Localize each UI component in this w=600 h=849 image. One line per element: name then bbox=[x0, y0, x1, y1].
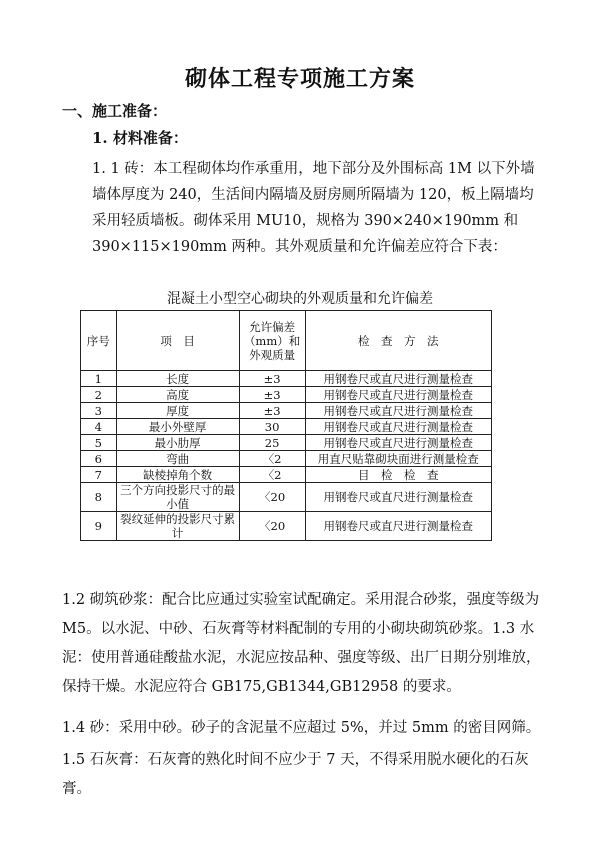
paragraph-bricks: 1. 1 砖：本工程砌体均作承重用，地下部分及外围标高 1M 以下外墙墙体厚度为 240，生活间内隔墙及厨房厕所隔墙为 120，板上隔墙均采用轻质墙板。砌体采用 MU10，规格为 390×240×190mm 和 390×115×190mm 两种。其外观质量和允许偏差应符合下表： bbox=[92, 161, 535, 255]
cell-value: 〈2 bbox=[239, 467, 305, 483]
table-row bbox=[81, 435, 492, 451]
table-row bbox=[81, 512, 492, 541]
paragraph-sand: 1.4 砂：采用中砂。砂子的含泥量不应超过 5%，并过 5mm 的密目网筛。 bbox=[62, 720, 541, 736]
cell-method: 目 检 检 查 bbox=[305, 467, 491, 483]
cell-no: 7 bbox=[81, 467, 117, 483]
cell-item: 最小外壁厚 bbox=[116, 419, 239, 435]
cell-method: 用钢卷尺或直尺进行测量检查 bbox=[305, 483, 491, 512]
cell-no: 4 bbox=[81, 419, 117, 435]
cell-item: 高度 bbox=[116, 387, 239, 403]
cell-method: 用钢卷尺或直尺进行测量检查 bbox=[305, 403, 491, 419]
table-row bbox=[81, 451, 492, 467]
cell-method: 用钢卷尺或直尺进行测量检查 bbox=[305, 387, 491, 403]
table-row bbox=[81, 371, 492, 387]
cell-method: 用钢卷尺或直尺进行测量检查 bbox=[305, 371, 491, 387]
cell-method: 用钢卷尺或直尺进行测量检查 bbox=[305, 512, 491, 541]
quality-table bbox=[80, 310, 492, 541]
cell-item: 最小肋厚 bbox=[116, 435, 239, 451]
cell-method: 用直尺贴靠砌块面进行测量检查 bbox=[305, 451, 491, 467]
cell-no: 8 bbox=[81, 483, 117, 512]
header-no: 序号 bbox=[81, 311, 117, 371]
cell-no: 9 bbox=[81, 512, 117, 541]
cell-value: 〈20 bbox=[239, 512, 305, 541]
cell-item: 弯曲 bbox=[116, 451, 239, 467]
table-row bbox=[81, 419, 492, 435]
document-title: 砌体工程专项施工方案 bbox=[184, 66, 415, 92]
cell-value: 25 bbox=[239, 435, 305, 451]
cell-item: 缺棱掉角个数 bbox=[116, 467, 239, 483]
table-row bbox=[81, 387, 492, 403]
paragraph-mortar-cement: 1.2 砌筑砂浆：配合比应通过实验室试配确定。采用混合砂浆，强度等级为 M5。以水泥、中砂、石灰膏等材料配制的专用的小砌块砌筑砂浆。1.3 水泥：使用普通硅酸盐水泥，水泥应按品种、强度等级、出厂日期分别堆放，保持干燥。水泥应符合 GB175,GB1344,GB12958 的要求。 bbox=[62, 592, 541, 695]
cell-no: 2 bbox=[81, 387, 117, 403]
cell-item: 三个方向投影尺寸的最小值 bbox=[116, 483, 239, 512]
table-row bbox=[81, 483, 492, 512]
header-method: 检 查 方 法 bbox=[305, 311, 491, 371]
cell-value: 30 bbox=[239, 419, 305, 435]
header-tolerance: 允许偏差（mm）和外观质量 bbox=[239, 311, 305, 371]
header-item: 项 目 bbox=[116, 311, 239, 371]
cell-value: ±3 bbox=[239, 387, 305, 403]
table-row bbox=[81, 467, 492, 483]
table-caption: 混凝土小型空心砌块的外观质量和允许偏差 bbox=[167, 291, 433, 307]
cell-value: ±3 bbox=[239, 403, 305, 419]
section-heading: 一、施工准备： bbox=[62, 102, 168, 120]
cell-item: 厚度 bbox=[116, 403, 239, 419]
table-row bbox=[81, 403, 492, 419]
cell-no: 1 bbox=[81, 371, 117, 387]
table-header-row bbox=[81, 311, 492, 371]
cell-value: 〈2 bbox=[239, 451, 305, 467]
cell-no: 6 bbox=[81, 451, 117, 467]
cell-method: 用钢卷尺或直尺进行测量检查 bbox=[305, 419, 491, 435]
cell-no: 5 bbox=[81, 435, 117, 451]
cell-item: 长度 bbox=[116, 371, 239, 387]
subsection-heading: 1. 材料准备： bbox=[92, 129, 188, 147]
cell-value: ±3 bbox=[239, 371, 305, 387]
cell-no: 3 bbox=[81, 403, 117, 419]
cell-item: 裂纹延伸的投影尺寸累计 bbox=[116, 512, 239, 541]
cell-method: 用钢卷尺或直尺进行测量检查 bbox=[305, 435, 491, 451]
cell-value: 〈20 bbox=[239, 483, 305, 512]
paragraph-lime-putty: 1.5 石灰膏：石灰膏的熟化时间不应少于 7 天，不得采用脱水硬化的石灰膏。 bbox=[62, 752, 529, 797]
